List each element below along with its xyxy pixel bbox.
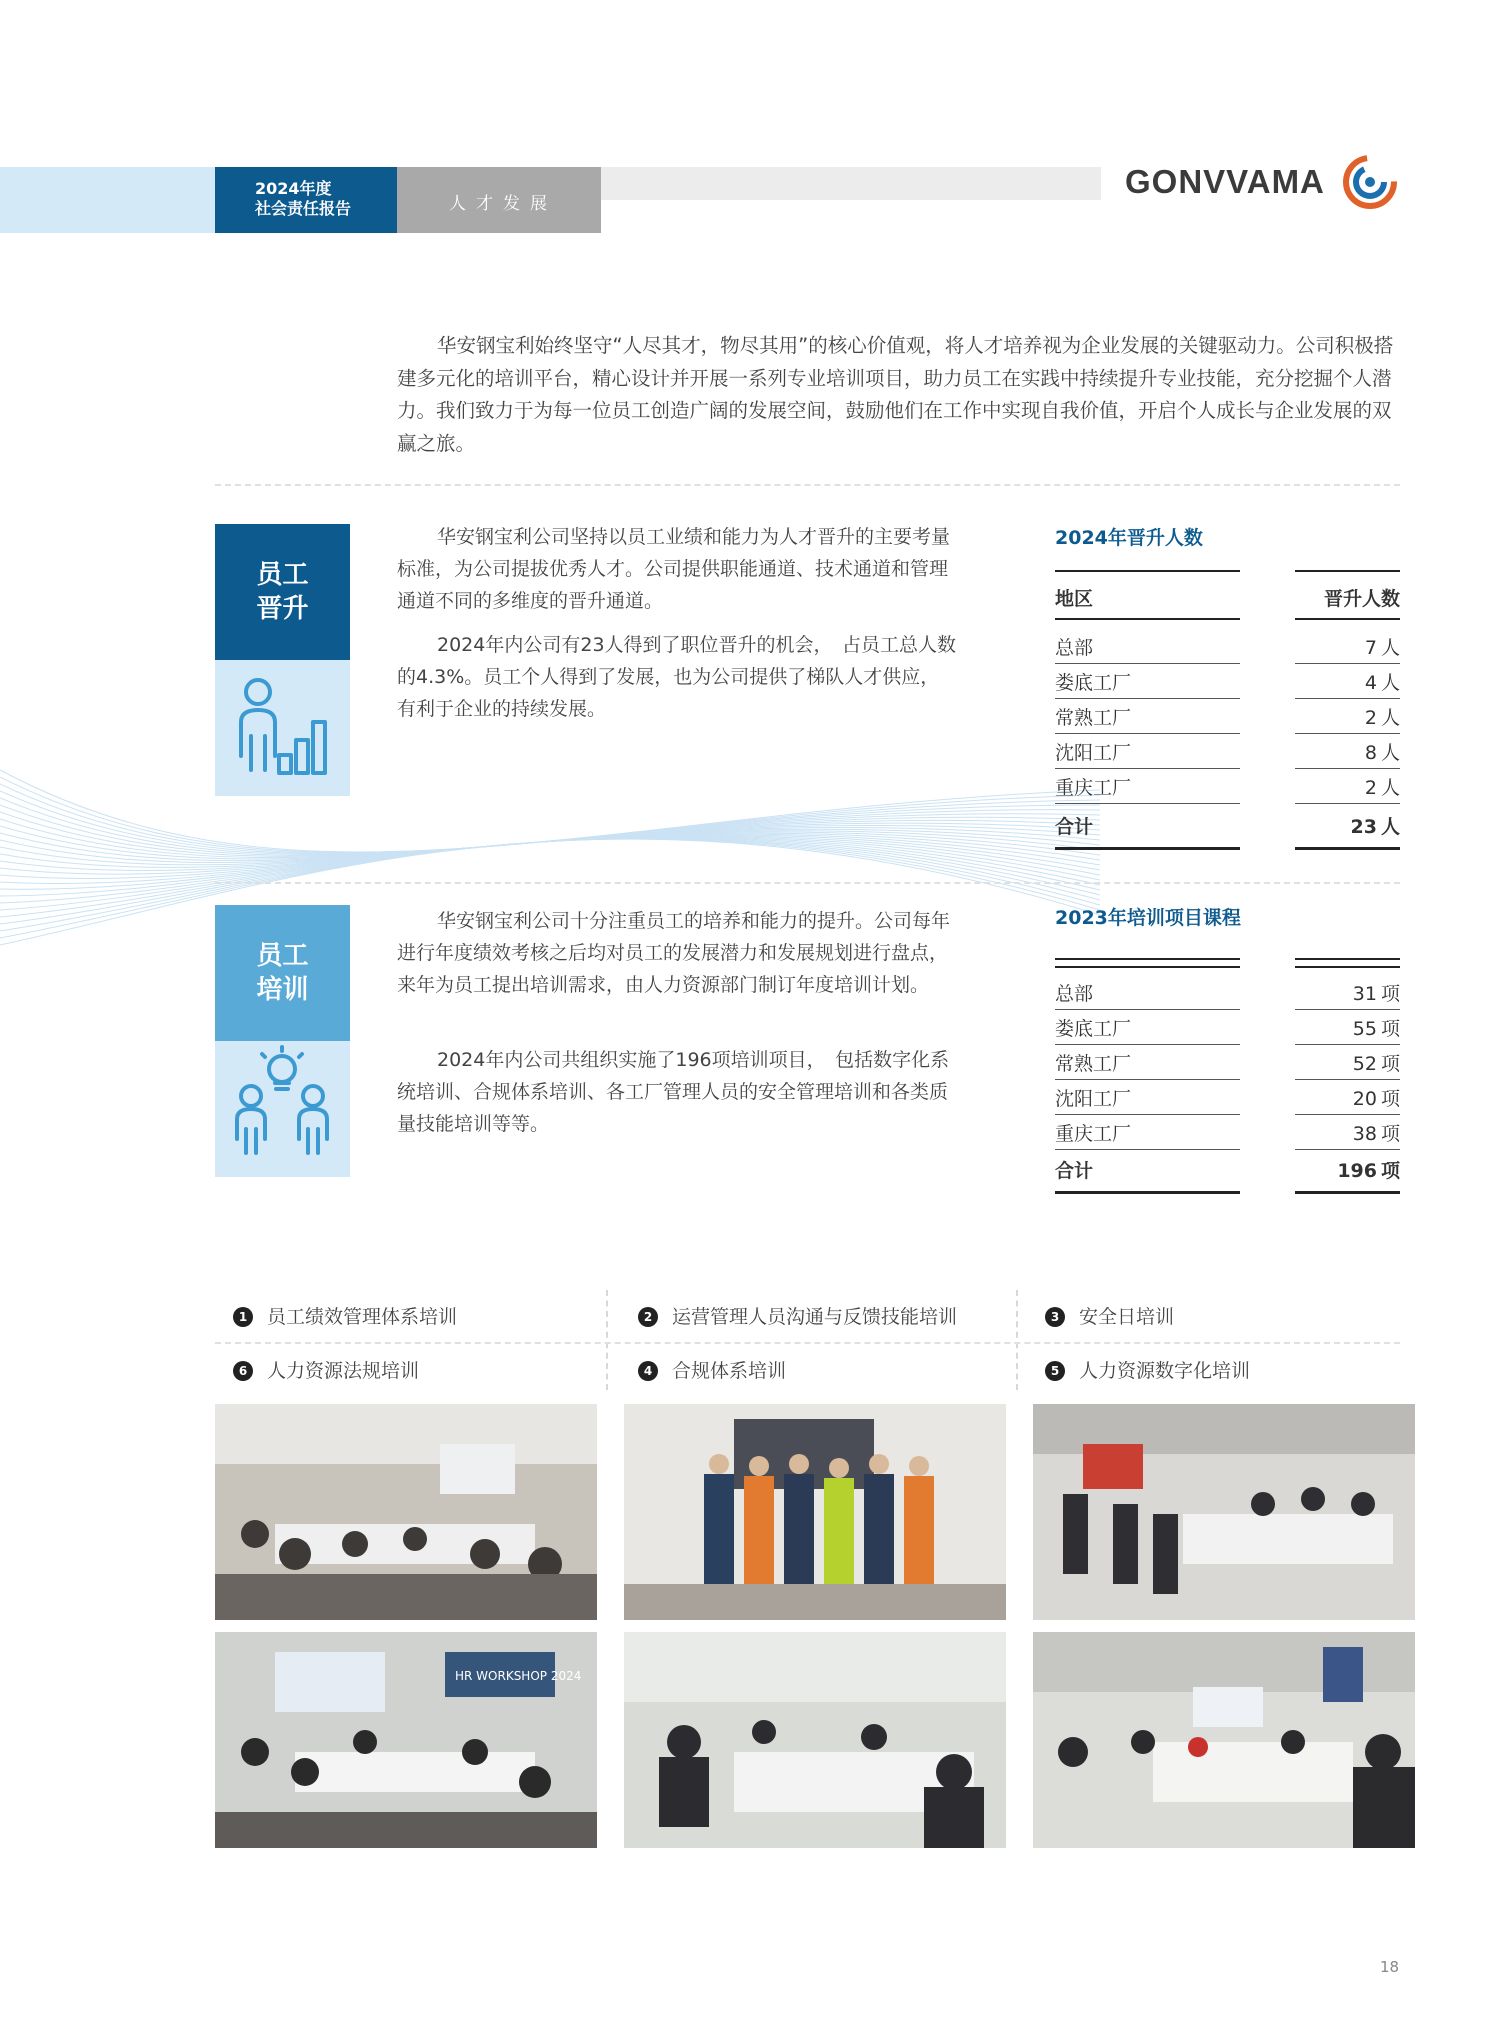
- promotion-paragraph-2: 2024年内公司有23人得到了职位晋升的机会， 占员工总人数的4.3%。员工个人得到了发展，也为公司提供了梯队人才供应， 有利于企业的持续发展。: [397, 634, 957, 720]
- training-photo-seminar: [1033, 1632, 1415, 1848]
- region-cell: 重庆工厂: [1055, 1115, 1240, 1150]
- region-cell: 常熟工厂: [1055, 699, 1240, 734]
- header-gray-bar: [601, 167, 1101, 200]
- training-photo-discussion: [624, 1632, 1006, 1848]
- col-region-header: 地区: [1055, 570, 1240, 620]
- training-paragraph-1: 华安钢宝利公司十分注重员工的培养和能力的提升。公司每年进行年度绩效考核之后均对员工的发展潜力和发展规划进行盘点，来年为员工提出培训需求，由人力资源部门制订年度培训计划。: [397, 910, 951, 996]
- total-value: 196 项: [1295, 1148, 1400, 1194]
- training-icon-panel: [215, 1041, 350, 1177]
- region-cell: 娄底工厂: [1055, 664, 1240, 699]
- training-photo-workshop: [215, 1632, 597, 1848]
- training-table-title: 2023年培训项目课程: [1055, 907, 1241, 929]
- table-row: [1055, 699, 1400, 734]
- training-card-line2: 培训: [256, 975, 309, 1005]
- value-cell: 2 人: [1295, 769, 1400, 804]
- number-badge: 3: [1045, 1307, 1065, 1327]
- value-cell: 4 人: [1295, 664, 1400, 699]
- workshop-banner-text: HR WORKSHOP 2024: [455, 1669, 582, 1683]
- training-item-label: 安全日培训: [1079, 1306, 1175, 1328]
- promotion-icon-panel: [215, 660, 350, 796]
- promotion-total-row: [1055, 804, 1400, 850]
- training-item: [1045, 1356, 1250, 1383]
- people-lightbulb-icon: [215, 1041, 350, 1177]
- intro-paragraph: 华安钢宝利始终坚守“人尽其才，物尽其用”的核心价值观，将人才培养视为企业发展的关键驱动力。公司积极搭建多元化的培训平台，精心设计并开展一系列专业培训项目，助力员工在实践中持续提升专业技能，充分挖掘个人潜力。我们致力于为每一位员工创造广阔的发展空间，鼓励他们在工作中实现自我价值，开启个人成长与企业发展的双赢之旅。: [397, 334, 1394, 455]
- page-number: 18: [1380, 1958, 1400, 1976]
- table-row: [1055, 1045, 1400, 1080]
- table-row: [1055, 1115, 1400, 1150]
- total-label: 合计: [1055, 804, 1240, 850]
- value-cell: 38 项: [1295, 1115, 1400, 1150]
- company-logo-text: GONVVAMA: [1125, 163, 1325, 200]
- table-row: [1055, 1010, 1400, 1045]
- promotion-card-line1: 员工: [256, 560, 309, 590]
- training-item-label: 员工绩效管理体系培训: [267, 1306, 458, 1328]
- report-year: 2024年度: [255, 179, 332, 198]
- promotion-card-line2: 晋升: [256, 594, 309, 624]
- promotion-paragraph-1: 华安钢宝利公司坚持以员工业绩和能力为人才晋升的主要考量标准，为公司提拔优秀人才。公司提供职能通道、技术通道和管理通道不同的多维度的晋升通道。: [397, 526, 951, 612]
- region-cell: 常熟工厂: [1055, 1045, 1240, 1080]
- logo-swirl-icon: [1340, 152, 1400, 212]
- table-row: [1055, 664, 1400, 699]
- training-card-line1: 员工: [256, 941, 309, 971]
- promotion-card: [215, 524, 350, 660]
- training-item: [233, 1302, 457, 1329]
- promotion-table-header: [1055, 570, 1400, 620]
- divider: [215, 484, 1400, 486]
- training-total-row: [1055, 1148, 1400, 1194]
- region-cell: 总部: [1055, 629, 1240, 664]
- promotion-table-title: 2024年晋升人数: [1055, 527, 1203, 549]
- number-badge: 6: [233, 1361, 253, 1381]
- training-item: [638, 1356, 786, 1383]
- training-item-label: 人力资源法规培训: [267, 1360, 420, 1382]
- training-table-header: [1055, 958, 1400, 968]
- region-cell: 重庆工厂: [1055, 769, 1240, 804]
- training-photo-group: [624, 1404, 1006, 1620]
- training-photo-classroom: [215, 1404, 597, 1620]
- divider: [215, 882, 1400, 884]
- region-cell: 娄底工厂: [1055, 1010, 1240, 1045]
- value-cell: 55 项: [1295, 1010, 1400, 1045]
- col-count-header: 晋升人数: [1295, 570, 1400, 620]
- section-tab: 人才发展: [397, 167, 601, 233]
- training-card: [215, 905, 350, 1041]
- training-item-label: 人力资源数字化培训: [1079, 1360, 1251, 1382]
- value-cell: 7 人: [1295, 629, 1400, 664]
- region-cell: 沈阳工厂: [1055, 734, 1240, 769]
- table-row: [1055, 769, 1400, 804]
- number-badge: 5: [1045, 1361, 1065, 1381]
- value-cell: 31 项: [1295, 975, 1400, 1010]
- column-divider: [606, 1290, 608, 1390]
- number-badge: 4: [638, 1361, 658, 1381]
- value-cell: 52 项: [1295, 1045, 1400, 1080]
- region-cell: 总部: [1055, 975, 1240, 1010]
- training-paragraph-2: 2024年内公司共组织实施了196项培训项目， 包括数字化系统培训、合规体系培训、各工厂管理人员的安全管理培训和各类质量技能培训等等。: [397, 1049, 950, 1135]
- region-cell: 沈阳工厂: [1055, 1080, 1240, 1115]
- person-growth-chart-icon: [215, 660, 350, 796]
- divider: [215, 1342, 1400, 1344]
- number-badge: 2: [638, 1307, 658, 1327]
- training-item: [638, 1302, 957, 1329]
- total-label: 合计: [1055, 1148, 1240, 1194]
- training-item: [233, 1356, 419, 1383]
- table-row: [1055, 734, 1400, 769]
- training-item-label: 合规体系培训: [672, 1360, 787, 1382]
- table-row: [1055, 629, 1400, 664]
- total-value: 23 人: [1295, 804, 1400, 850]
- report-name: 社会责任报告: [255, 199, 352, 218]
- training-item: [1045, 1302, 1174, 1329]
- value-cell: 2 人: [1295, 699, 1400, 734]
- header-left-band: [0, 167, 215, 233]
- training-photo-meeting: [1033, 1404, 1415, 1620]
- training-item-label: 运营管理人员沟通与反馈技能培训: [672, 1306, 958, 1328]
- value-cell: 20 项: [1295, 1080, 1400, 1115]
- table-row: [1055, 1080, 1400, 1115]
- report-title-block: [215, 167, 397, 233]
- column-divider: [1016, 1290, 1018, 1390]
- value-cell: 8 人: [1295, 734, 1400, 769]
- table-row: [1055, 975, 1400, 1010]
- number-badge: 1: [233, 1307, 253, 1327]
